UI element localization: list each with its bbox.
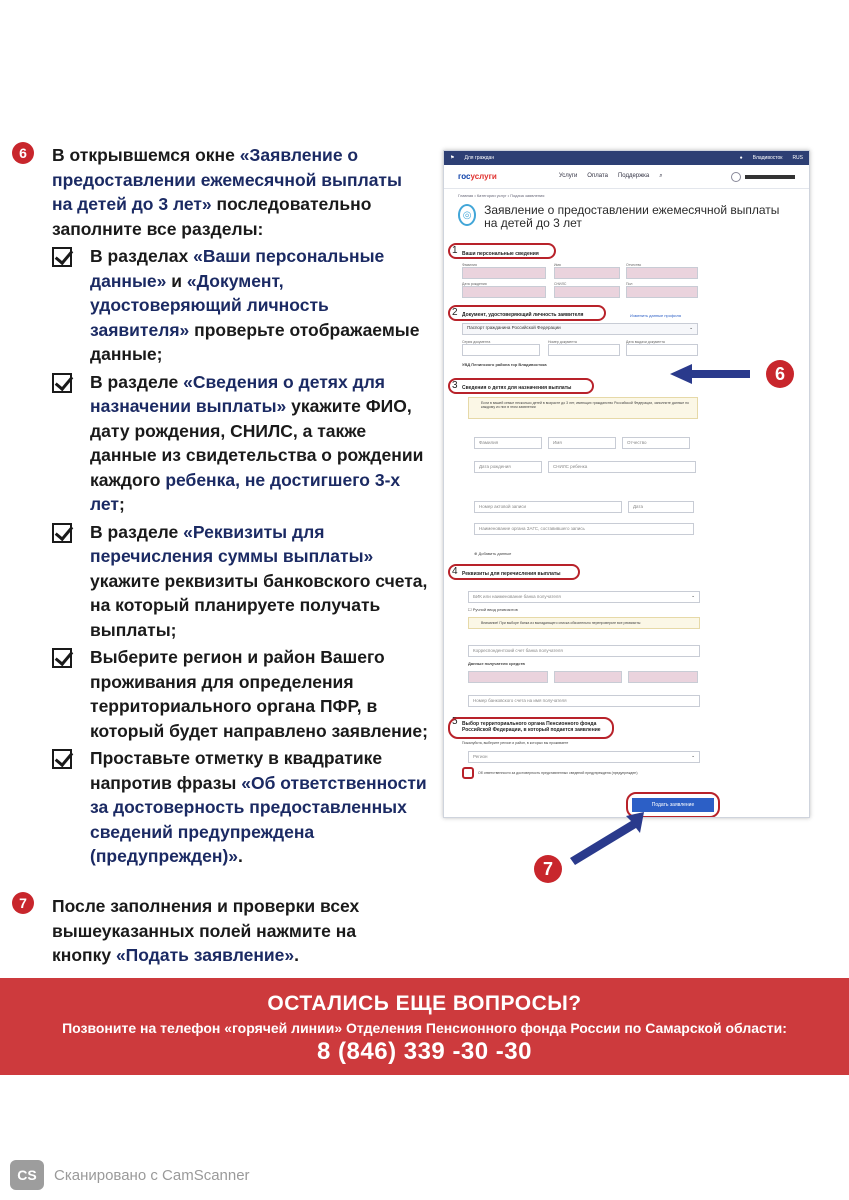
avatar-icon[interactable] [731, 172, 741, 182]
section-2-number: 2 [452, 307, 458, 318]
item-bold: «Документ, удостоверяющий личность заявителя» [90, 270, 329, 340]
add-child-label: Добавить данные [478, 551, 512, 556]
agreement-checkbox[interactable] [462, 767, 474, 779]
nav-services[interactable]: Услуги [558, 173, 578, 179]
topbar-region[interactable]: Владивосток [752, 155, 783, 161]
snils-field[interactable] [554, 286, 620, 298]
checklist-item-bank [52, 520, 432, 643]
corr-account-field[interactable] [468, 645, 700, 657]
act-record-placeholder: Номер актовой записи [479, 504, 527, 509]
section-3-number: 3 [452, 380, 458, 391]
user-name-redacted [745, 175, 795, 179]
checkbox-icon [52, 373, 72, 393]
intro-text-1: В открывшемся окне [52, 145, 240, 165]
birthdate-field[interactable] [462, 286, 546, 298]
agreement-text: Об ответственности за достоверность представленных сведений предупреждена (предупрежден) [478, 771, 638, 775]
checklist [52, 244, 432, 872]
act-date-placeholder: Дата [633, 504, 643, 509]
nav-support[interactable]: Поддержка [617, 173, 650, 179]
item-text: Выберите регион и район Вашего проживания для определения территориального органа ПФР, в который будет направлено заявление; [90, 647, 428, 741]
checkbox-icon [52, 247, 72, 267]
hotline-banner [0, 978, 849, 1075]
item-text: ; [118, 494, 125, 514]
section-5-number: 5 [452, 716, 458, 727]
breadcrumb[interactable]: Главная • Категории услуг • Подача заявления [458, 193, 545, 198]
child-snils-placeholder: СНИЛС ребенка [553, 464, 588, 469]
gosuslugi-logo[interactable] [458, 172, 497, 181]
child-patronymic-placeholder: Отчество [627, 440, 647, 445]
camscanner-watermark [10, 1160, 250, 1190]
chevron-down-icon: ⌄ [691, 593, 695, 598]
doc-type-select[interactable] [462, 323, 698, 335]
section-4-label: Реквизиты для перечисления выплаты [462, 571, 561, 577]
hotline-phone[interactable]: 8 (846) 339 -30 -30 [317, 1038, 532, 1065]
section-2-highlight [448, 305, 606, 321]
child-name-placeholder: Имя [553, 440, 562, 445]
caption-doc-number: Номер документа [548, 340, 577, 344]
doc-series-field[interactable] [462, 344, 540, 356]
item-text: Проставьте отметку в квадратике напротив фразы [90, 748, 383, 793]
section-5-label: Выбор территориального органа Пенсионного фонда Российской Федерации, в который подается заявление [462, 721, 601, 733]
submit-button[interactable]: Подать заявление [632, 798, 714, 812]
child-birthdate-placeholder: Дата рождения [479, 464, 511, 469]
act-record-date-field[interactable] [628, 501, 694, 513]
chevron-down-icon: ⌄ [689, 325, 693, 330]
arrow-7-icon [568, 808, 650, 868]
checkbox-icon [52, 749, 72, 769]
checklist-item-region [52, 645, 432, 743]
bank-select[interactable] [468, 591, 700, 603]
topbar-language[interactable]: RUS [792, 155, 803, 161]
child-name-field[interactable] [548, 437, 616, 449]
item-text: и [166, 270, 187, 291]
zags-placeholder: Наименование органа ЗАГС, составившего запись [479, 526, 585, 531]
edit-profile-link[interactable]: Изменить данные профиля [630, 313, 681, 318]
final-button-name: «Подать заявление» [115, 945, 295, 965]
recipient-name[interactable] [554, 671, 622, 683]
intro-text-2: последовательно заполните все разделы: [52, 194, 372, 239]
form-title: Заявление о предоставлении ежемесячной выплаты на детей до 3 лет [484, 203, 780, 230]
location-icon: ● [739, 155, 743, 161]
shot-topbar [444, 151, 809, 165]
section-1-highlight [448, 243, 556, 259]
child-patronymic-field[interactable] [622, 437, 690, 449]
doc-date-field[interactable] [626, 344, 698, 356]
patronymic-field[interactable] [626, 267, 698, 279]
final-text-2: . [294, 945, 299, 965]
chevron-down-icon: ⌄ [691, 753, 695, 758]
annotation-6-badge: 6 [766, 360, 794, 388]
title-row [444, 202, 809, 234]
item-bold: «Об ответственности за достоверность предоставленных сведений предупреждена (предупрежден)» [90, 772, 427, 866]
intro-form-name: «Заявление о предоставлении ежемесячной выплаты на детей до 3 лет» [52, 145, 402, 214]
step-6-intro [52, 143, 422, 241]
caption-gender: Пол [626, 282, 633, 286]
nav-payment[interactable]: Оплата [587, 173, 608, 179]
annotation-7-badge: 7 [534, 855, 562, 883]
checklist-item-agreement [52, 746, 432, 869]
child-snils-field[interactable] [548, 461, 696, 473]
caption-doc-series: Серия документа [462, 340, 491, 344]
arrow-6-icon [670, 362, 760, 386]
step-7-text [52, 894, 392, 968]
caption-snils: СНИЛС [554, 282, 567, 286]
manual-entry-label: Ручной ввод реквизитов [472, 607, 518, 612]
bank-warning-panel [468, 617, 700, 629]
section-1-label: Ваши персональные сведения [462, 251, 539, 257]
item-text: проверьте отображаемые данные; [90, 319, 420, 364]
account-number-field[interactable] [468, 695, 700, 707]
item-bold: «Сведения о детях для назначении выплаты» [90, 371, 386, 416]
child-birthdate-field[interactable] [474, 461, 542, 473]
recipient-patronymic[interactable] [628, 671, 698, 683]
gender-field[interactable] [626, 286, 698, 298]
caption-birthdate: Дата рождения [462, 282, 487, 286]
doc-type-value: Паспорт гражданина Российской Федерации [467, 325, 561, 330]
item-text: В разделе [90, 371, 184, 392]
search-icon[interactable]: ⌕ [659, 173, 663, 179]
logo-part-a: гос [458, 172, 471, 181]
act-record-number-field[interactable] [474, 501, 622, 513]
children-note: Если в вашей семье несколько детей в возрасте до 3 лет, имеющих гражданство Российской Федерации, заполните данные по каждому из них в этом заявлении [481, 401, 689, 409]
item-text: В разделах [90, 246, 194, 266]
step-7-badge: 7 [12, 892, 34, 914]
add-child-button[interactable]: ⊕ Добавить данные [474, 551, 512, 556]
banner-title: ОСТАЛИСЬ ЕЩЕ ВОПРОСЫ? [267, 992, 582, 1015]
camscanner-logo-icon: CS [10, 1160, 44, 1190]
account-number-placeholder: Номер банковского счета на имя получателя [473, 698, 567, 703]
caption-patronymic: Отчество [626, 263, 642, 267]
zags-field[interactable] [474, 523, 694, 535]
shot-nav [559, 173, 663, 180]
section-4-number: 4 [452, 566, 458, 577]
item-bold: ребенка, не достигшего 3-х лет [90, 469, 401, 514]
gosuslugi-screenshot [443, 150, 810, 818]
bank-warning: Внимание! При выборе банка из выпадающего списка обязательно перепроверьте все реквизиты [481, 621, 641, 625]
doc-number-field[interactable] [548, 344, 620, 356]
emblem-icon: ◎ [458, 204, 476, 226]
section-3-label: Сведения о детях для назначения выплаты [462, 385, 572, 391]
item-text: укажите реквизиты банковского счета, на который планируете получать выплаты; [90, 570, 428, 640]
section-5-highlight [448, 717, 614, 739]
children-note-panel [468, 397, 698, 419]
recipient-surname[interactable] [468, 671, 548, 683]
child-surname-placeholder: Фамилия [479, 440, 499, 445]
checklist-item-personal [52, 244, 432, 367]
caption-surname: Фамилия [462, 263, 477, 267]
checkbox-icon [52, 648, 72, 668]
checklist-item-children [52, 370, 432, 517]
checkbox-icon [52, 523, 72, 543]
caption-doc-date: Дата выдачи документа [626, 340, 665, 344]
camscanner-text: Сканировано с CamScanner [54, 1166, 250, 1184]
logo-part-b: услуги [470, 172, 497, 181]
item-bold: «Ваши персональные данные» [90, 246, 385, 291]
item-bold: «Реквизиты для перечисления суммы выплаты» [90, 521, 374, 566]
region-select-placeholder: Регион [473, 754, 488, 759]
manual-entry-checkbox[interactable]: ☐ Ручной ввод реквизитов [468, 607, 518, 612]
section-3-highlight [448, 378, 594, 394]
corr-account-placeholder: Корреспондентский счет банка получателя [473, 648, 563, 653]
topbar-audience[interactable]: Для граждан [464, 155, 495, 161]
name-field[interactable] [554, 267, 620, 279]
item-text: . [238, 846, 243, 866]
surname-field[interactable] [462, 267, 546, 279]
region-hint: Пожалуйста, выберите регион и район, в которых вы проживаете [462, 741, 569, 745]
doc-issued-by: УВД Пенинского района гор Владивостока [462, 362, 547, 367]
flag-icon: ⚑ [450, 155, 455, 161]
recipient-data-heading: Данные получателя средств [468, 661, 525, 666]
shot-header [444, 165, 809, 189]
region-select[interactable] [468, 751, 700, 763]
step-6-badge: 6 [12, 142, 34, 164]
caption-name: Имя [554, 263, 561, 267]
item-text: укажите ФИО, дату рождения, СНИЛС, а также данные из свидетельства о рождении каждого [90, 396, 424, 490]
bank-select-placeholder: БИК или наименование банка получателя [473, 594, 561, 599]
section-1-number: 1 [452, 245, 458, 256]
banner-subtitle: Позвоните на телефон «горячей линии» Отделения Пенсионного фонда России по Самарской области: [62, 1020, 787, 1036]
section-2-label: Документ, удостоверяющий личность заявителя [462, 312, 584, 318]
section-4-highlight [448, 564, 580, 580]
final-text-1: После заполнения и проверки всех вышеуказанных полей нажмите на кнопку [52, 896, 360, 965]
item-text: В разделе [90, 521, 184, 542]
child-surname-field[interactable] [474, 437, 542, 449]
